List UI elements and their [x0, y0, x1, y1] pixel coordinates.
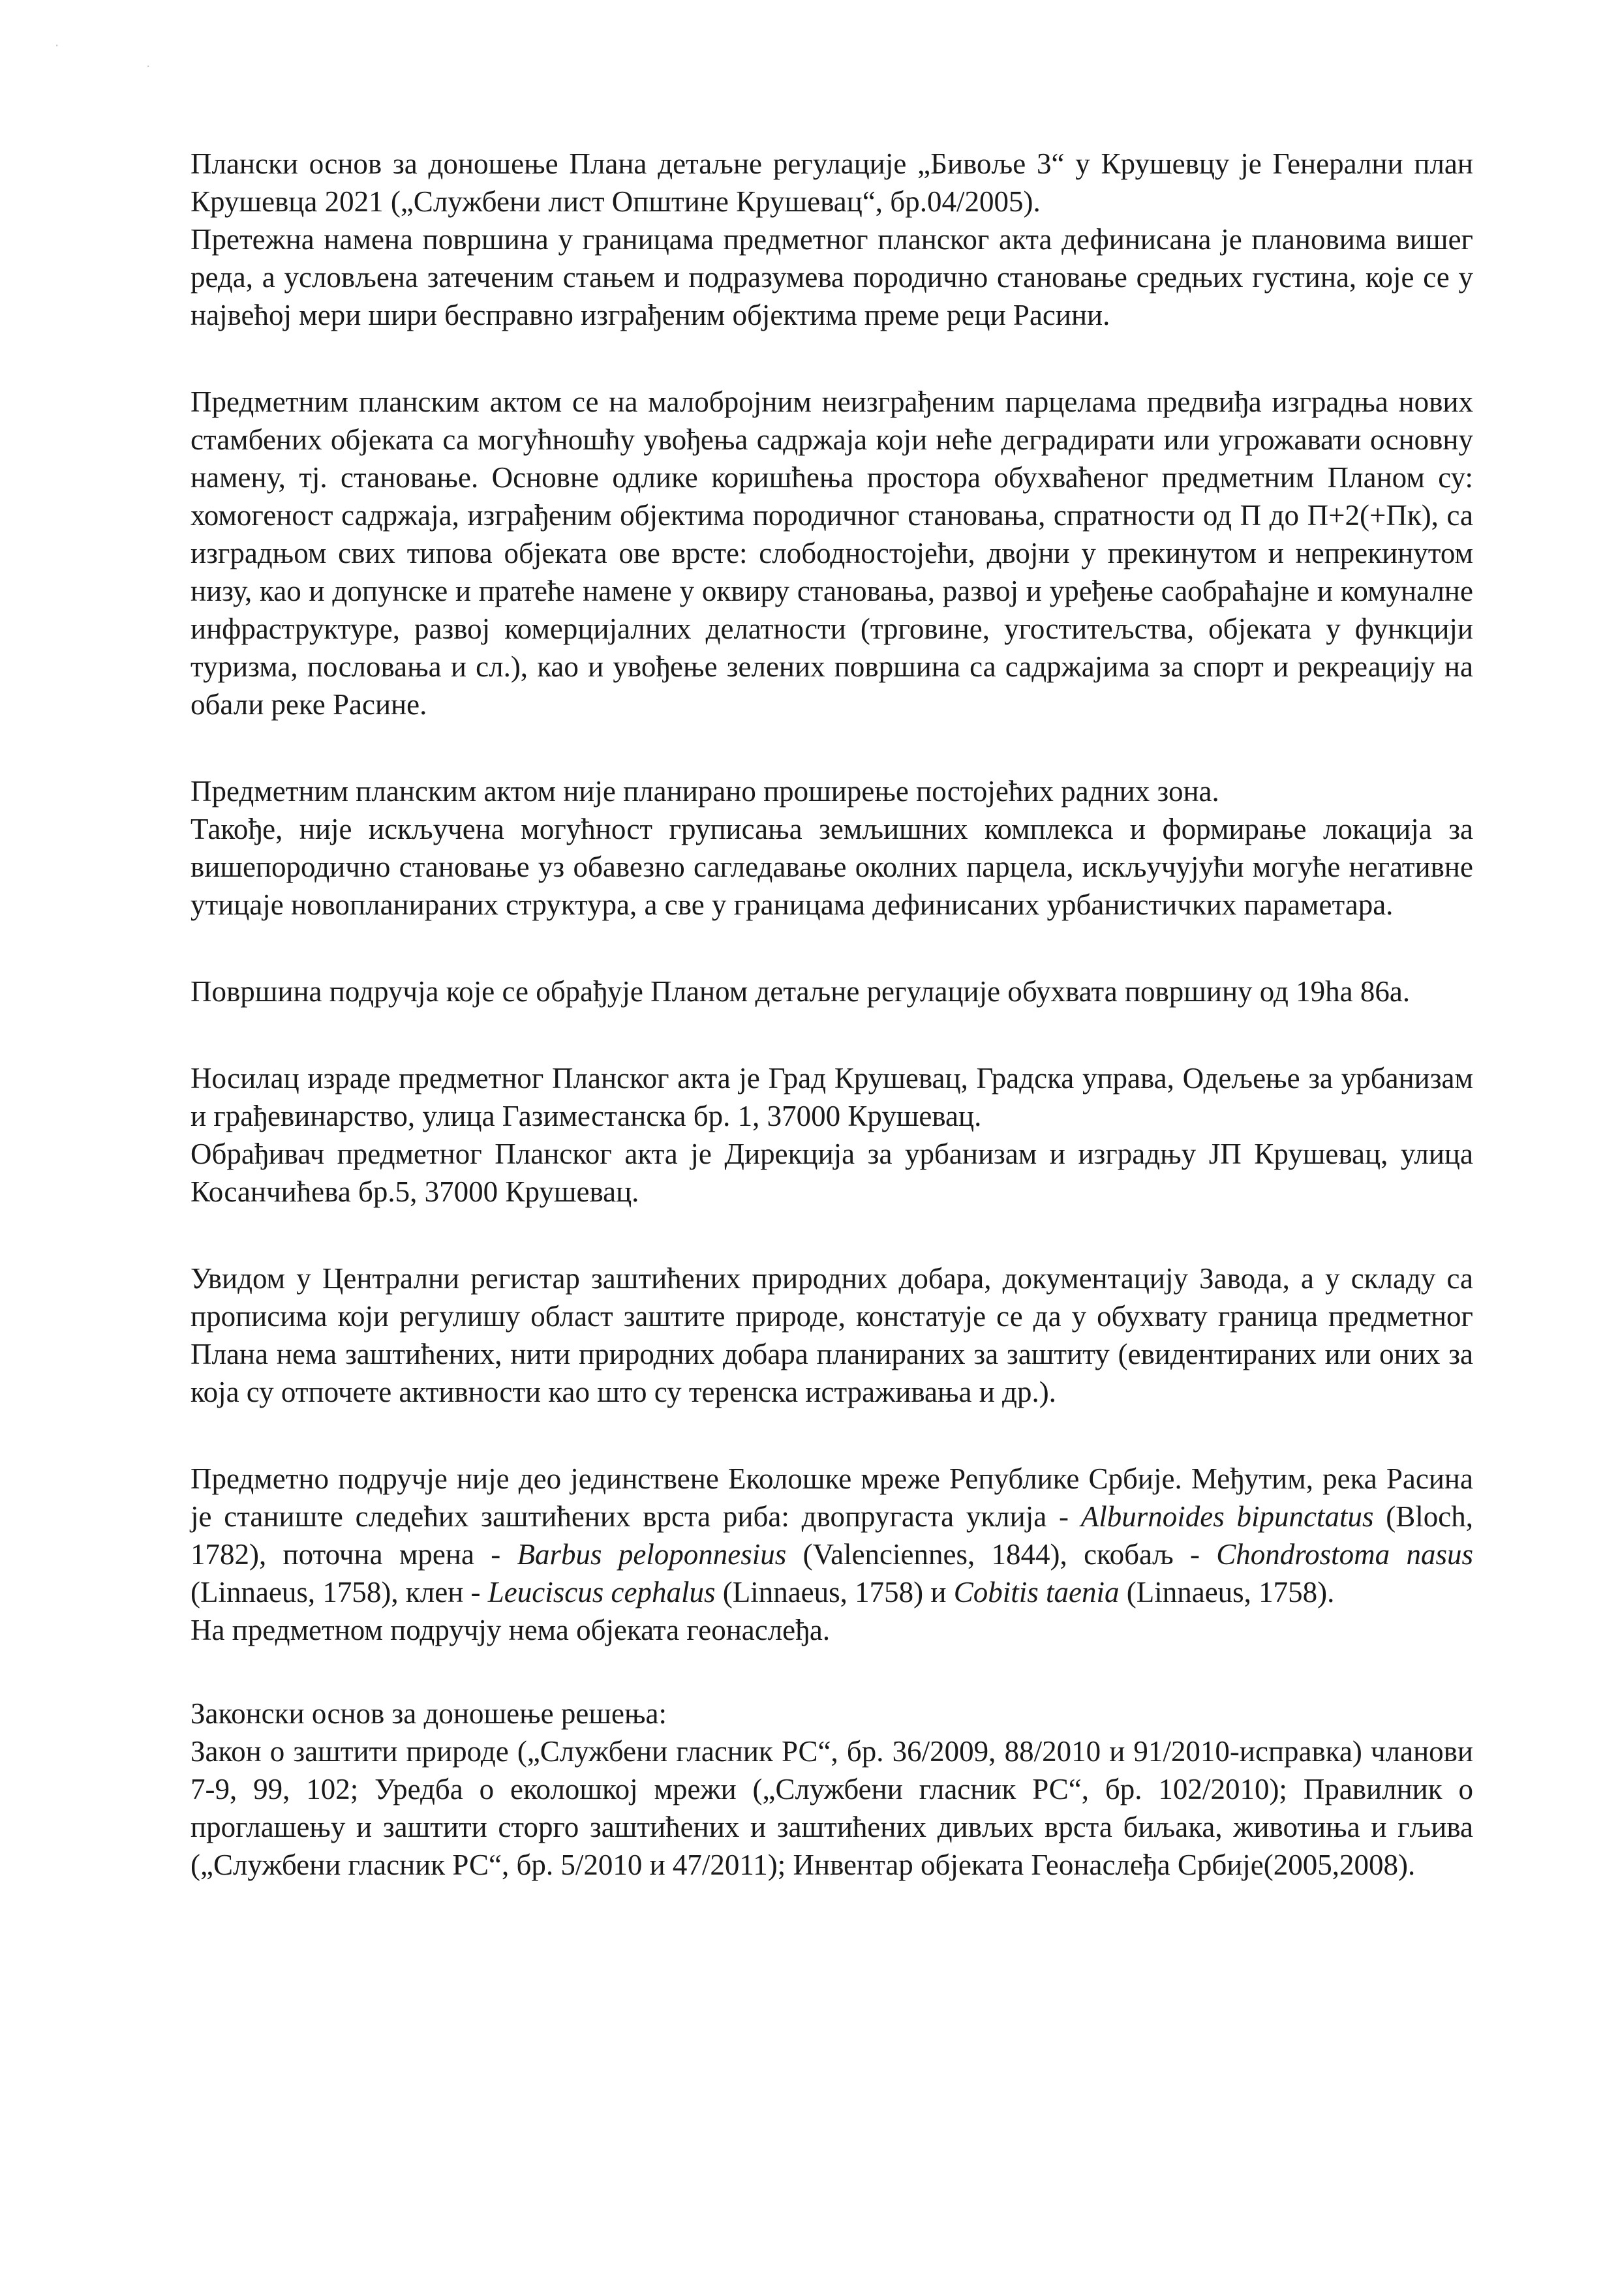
paragraph-gap	[191, 1649, 1473, 1695]
text-segment: (Valenciennes, 1844), скобаљ -	[786, 1538, 1217, 1571]
paragraph-register-review: Увидом у Централни регистар заштићених природних добара, документацију Завода, а у складу са прописима који регулишу област заштите природе, констатује се да у обухвату граница предметног Плана нема заштићених, нити природних добара планираних за заштиту (евидентираних или оних за која су отпочете активности као што су теренска истраживања и др.).	[191, 1262, 1473, 1408]
paragraph-work-zones: Предметним планским актом није планирано проширење постојећих радних зона.	[191, 775, 1219, 808]
paragraph-plan-content: Предметним планским актом се на малобројним неизграђеним парцелама предвиђа изградња нових стамбених објеката са могућношћу увођења садржаја који неће деградирати или угрожавати основну намену, тј. становање. Основне одлике коришћења простора обухваћеног предметним Планом су: хомогеност садржаја, изграђеним објектима породичног становања, спратности од П до П+2(+Пк), са изградњом свих типова објеката ове врсте: слободностојећи, двојни у прекинутом и непрекинутом низу, као и допунске и пратеће намене у оквиру становања, развој и уређење саобраћајне и комуналне инфраструктуре, развој комерцијалних делатности (трговине, угоститељства, објеката у функцији туризма, пословања и сл.), као и увођење зелених површина са садржајима за спорт и рекреацију на обали реке Расине.	[191, 385, 1473, 721]
species-name: Chondrostoma nasus	[1216, 1538, 1473, 1571]
species-name: Leuciscus cephalus	[487, 1576, 716, 1609]
paragraph-land-use: Претежна намена површина у границама предметног планског акта дефинисана је плановима вишег реда, а условљена затеченим стањем и подразумева породично становање средњих густина, које се у највећој мери шири бесправно изграђеним објектима преме реци Расини.	[191, 223, 1473, 331]
paragraph-ecological-network	[191, 1460, 1473, 1611]
text-segment: (Linnaeus, 1758) и	[715, 1576, 954, 1609]
scan-speck-2: ·	[146, 59, 151, 74]
paragraph-gap	[191, 1010, 1473, 1059]
paragraph-land-grouping: Такође, није искључена могућност груписања земљишних комплекса и формирање локација за вишепородично становање уз обавезно сагледавање околних парцела, искључујући могуће негативне утицаје новопланираних структура, а све у границама дефинисаних урбанистичких параметара.	[191, 813, 1473, 921]
paragraph-gap	[191, 1211, 1473, 1260]
paragraph-legal-basis-heading: Законски основ за доношење решења:	[191, 1697, 667, 1730]
scan-speck-1: ·	[55, 38, 59, 53]
document-page	[191, 145, 1473, 1884]
paragraph-holder: Носилац израде предметног Планског акта је Град Крушевац, Градска управа, Одељење за урбанизам и грађевинарство, улица Газиместанска бр. 1, 37000 Крушевац.	[191, 1062, 1473, 1132]
paragraph-legal-basis: Закон о заштити природе („Службени гласник РС“, бр. 36/2009, 88/2010 и 91/2010-исправка) чланови 7-9, 99, 102; Уредба о еколошкој мрежи („Службени гласник РС“, бр. 102/2010); Правилник о проглашењу и заштити сторго заштићених и заштићених дивљих врста биљака, животиња и гљива („Службени гласник РС“, бр. 5/2010 и 47/2011); Инвентар објеката Геонаслеђа Србије(2005,2008).	[191, 1735, 1473, 1881]
paragraph-gap	[191, 723, 1473, 772]
text-segment: (Linnaeus, 1758), клен -	[191, 1576, 488, 1609]
species-name: Cobitis taenia	[953, 1576, 1120, 1609]
text-segment: Предметно подручје није део јединствене Еколошке мреже Републике Србије. Међутим, река Расина је станиште следећих заштићених врста риба: двопругаста уклија -	[191, 1462, 1473, 1533]
species-name: Barbus peloponnesius	[517, 1538, 787, 1571]
paragraph-planning-basis: Плански основ за доношење Плана детаљне регулације „Бивоље 3“ у Крушевцу је Генерални план Крушевца 2021 („Службени лист Општине Крушевац“, бр.04/2005).	[191, 147, 1473, 218]
paragraph-gap	[191, 1411, 1473, 1460]
paragraph-gap	[191, 334, 1473, 383]
paragraph-gap	[191, 924, 1473, 973]
species-name: Alburnoides bipunctatus	[1080, 1500, 1374, 1533]
paragraph-processor: Обрађивач предметног Планског акта је Дирекција за урбанизам и изградњу ЈП Крушевац, улица Косанчићева бр.5, 37000 Крушевац.	[191, 1138, 1473, 1208]
paragraph-geoheritage: На предметном подручју нема објеката геонаслеђа.	[191, 1614, 831, 1646]
text-segment: (Linnaeus, 1758).	[1119, 1576, 1335, 1609]
text-segment: (Bloch, 1782), поточна мрена -	[191, 1500, 1473, 1571]
paragraph-area: Површина подручја које се обрађује Планом детаљне регулације обухвата површину од 19ha 86a.	[191, 975, 1411, 1008]
